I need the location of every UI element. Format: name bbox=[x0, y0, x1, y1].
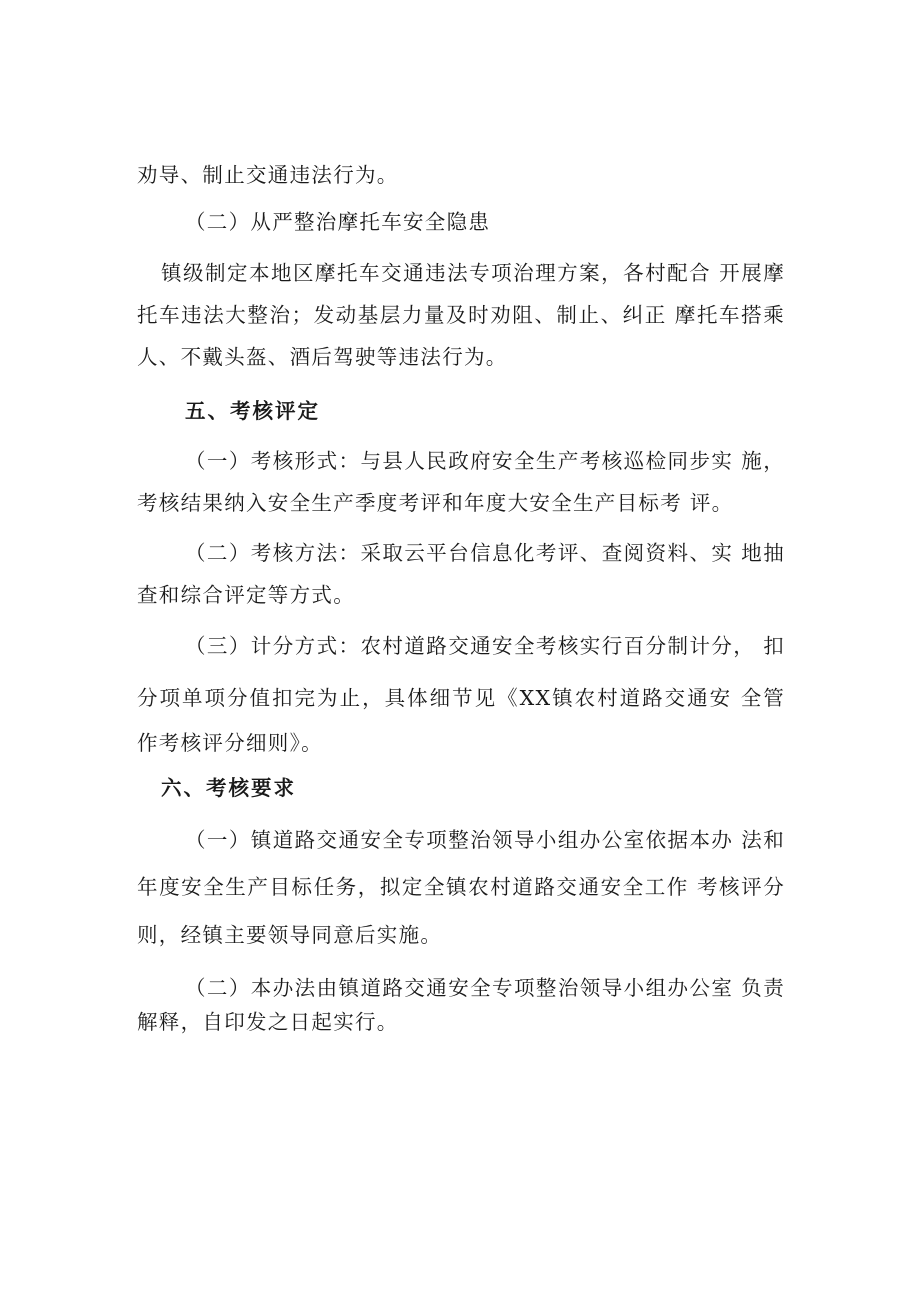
paragraph-line: 人、不戴头盔、酒后驾驶等违法行为。 bbox=[137, 345, 508, 369]
paragraph-line: （一）镇道路交通安全专项整治领导小组办公室依据本办 法和 bbox=[185, 828, 785, 852]
paragraph-line: 分项单项分值扣完为止，具体细节见《XX镇农村道路交通安 全管 bbox=[137, 686, 785, 710]
subheading-motorcycle: （二）从严整治摩托车安全隐患 bbox=[185, 210, 491, 234]
paragraph-line: 作考核评分细则》。 bbox=[137, 731, 323, 755]
paragraph-line: （一）考核形式：与县人民政府安全生产考核巡检同步实 施， bbox=[185, 449, 785, 473]
paragraph-line: 查和综合评定等方式。 bbox=[137, 583, 355, 607]
paragraph-line: 则，经镇主要领导同意后实施。 bbox=[137, 923, 443, 947]
paragraph-line: 劝导、制止交通违法行为。 bbox=[137, 163, 399, 187]
paragraph-line: （二）本办法由镇道路交通安全专项整治领导小组办公室 负责 bbox=[185, 976, 785, 1000]
paragraph-line: 年度安全生产目标任务，拟定全镇农村道路交通安全工作 考核评分 bbox=[137, 875, 785, 899]
section-heading-requirements: 六、考核要求 bbox=[161, 776, 296, 800]
paragraph-line: 镇级制定本地区摩托车交通违法专项治理方案，各村配合 开展摩 bbox=[161, 261, 785, 285]
paragraph-line: 考核结果纳入安全生产季度考评和年度大安全生产目标考 评。 bbox=[137, 491, 734, 515]
section-heading-evaluation: 五、考核评定 bbox=[185, 399, 320, 423]
paragraph-line: 托车违法大整治；发动基层力量及时劝阻、制止、纠正 摩托车搭乘 bbox=[137, 303, 785, 327]
paragraph-line: 解释，自印发之日起实行。 bbox=[137, 1010, 399, 1034]
paragraph-line: （三）计分方式：农村道路交通安全考核实行百分制计分， 扣 bbox=[185, 634, 785, 658]
paragraph-line: （二）考核方法：采取云平台信息化考评、查阅资料、实 地抽 bbox=[185, 541, 785, 565]
